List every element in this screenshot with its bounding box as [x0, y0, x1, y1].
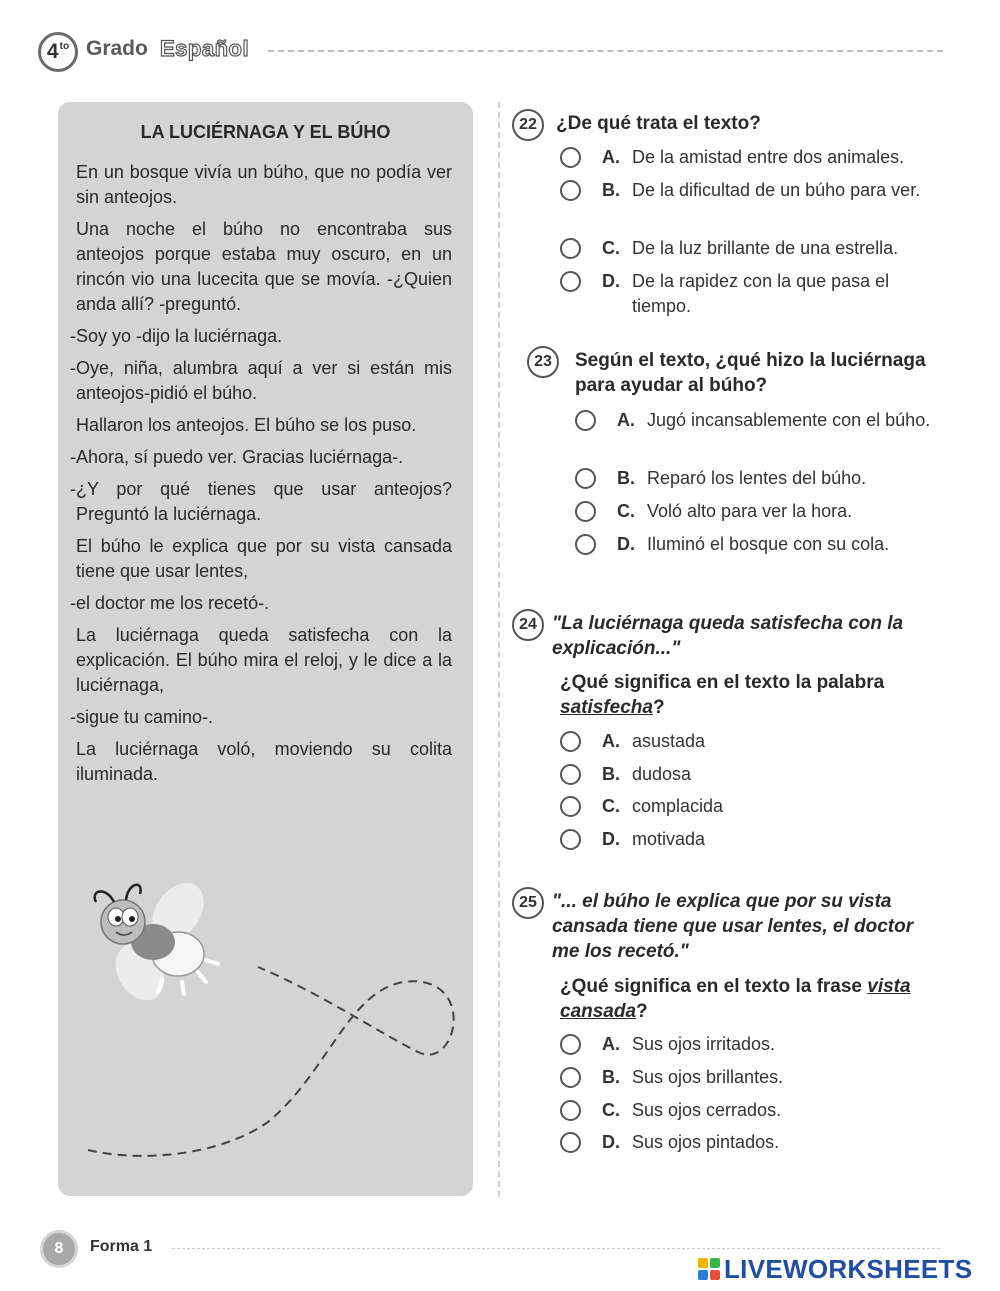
column-divider: [498, 102, 500, 1197]
story-paragraph: El búho le explica que por su vista cansada tiene que usar lentes,: [76, 536, 452, 581]
prompt-keyword: vista cansada: [560, 976, 911, 1022]
question-23: [527, 346, 952, 561]
firefly-illustration: [78, 872, 458, 1172]
page-number: 8: [40, 1230, 78, 1268]
radio-button[interactable]: [560, 829, 581, 850]
story-paragraph: Una noche el búho no encontraba sus anteojos porque estaba muy oscuro, en un rincón vio una lucecita que se movía. -¿Quien anda allí? -preguntó.: [76, 219, 452, 314]
brand-logo[interactable]: [698, 1254, 972, 1284]
option-b[interactable]: [560, 178, 952, 203]
option-text: De la rapidez con la que pasa el tiempo.: [632, 271, 890, 316]
brand-icon: [698, 1258, 720, 1280]
story-paragraph: La luciérnaga queda satisfecha con la explicación. El búho mira el reloj, y le dice a la luciérnaga,: [76, 625, 452, 695]
option-text: Sus ojos brillantes.: [632, 1067, 784, 1087]
option-text: motivada: [632, 829, 706, 849]
option-d[interactable]: [560, 827, 952, 852]
option-text: asustada: [632, 731, 706, 751]
option-letter: D.: [602, 829, 620, 849]
question-prompt: [560, 974, 945, 1024]
option-letter: D.: [617, 534, 635, 554]
option-d[interactable]: [560, 1130, 952, 1155]
header-divider: [268, 50, 943, 52]
option-text: Reparó los lentes del búho.: [647, 468, 867, 488]
footer-divider: [172, 1248, 940, 1249]
option-a[interactable]: [560, 145, 952, 170]
option-text: Voló alto para ver la hora.: [647, 501, 853, 521]
radio-button[interactable]: [560, 1067, 581, 1088]
option-letter: D.: [602, 1132, 620, 1152]
radio-button[interactable]: [575, 410, 596, 431]
story-paragraph: La luciérnaga voló, moviendo su colita iluminada.: [76, 739, 452, 784]
radio-button[interactable]: [560, 796, 581, 817]
radio-button[interactable]: [560, 147, 581, 168]
question-text: Según el texto, ¿qué hizo la luciérnaga para ayudar al búho?: [575, 350, 926, 396]
option-letter: A.: [602, 1034, 620, 1054]
option-text: complacida: [632, 796, 724, 816]
prompt-keyword: satisfecha: [560, 697, 653, 718]
option-letter: D.: [602, 271, 620, 291]
story-paragraph: Hallaron los anteojos. El búho se los puso.: [76, 415, 417, 435]
option-text: De la dificultad de un búho para ver.: [632, 180, 921, 200]
option-letter: B.: [617, 468, 635, 488]
story-paragraph: -¿Y por qué tienes que usar anteojos? Preguntó la luciérnaga.: [70, 479, 452, 524]
option-a[interactable]: [575, 408, 952, 433]
prompt-end: ?: [652, 697, 665, 718]
story-paragraph: -Oye, niña, alumbra aquí a ver si están mis anteojos-pidió el búho.: [70, 358, 452, 403]
option-letter: A.: [602, 147, 620, 167]
option-a[interactable]: [560, 729, 952, 754]
radio-button[interactable]: [575, 468, 596, 489]
radio-button[interactable]: [560, 731, 581, 752]
radio-button[interactable]: [560, 271, 581, 292]
option-letter: C.: [602, 796, 620, 816]
question-22: [512, 109, 952, 319]
story-body: [70, 160, 452, 794]
radio-button[interactable]: [560, 1034, 581, 1055]
subject-label: Español: [160, 36, 250, 61]
story-paragraph: -sigue tu camino-.: [70, 707, 214, 727]
prompt-end: ?: [636, 1001, 648, 1022]
option-text: De la amistad entre dos animales.: [632, 147, 905, 167]
question-quote: "... el búho le explica que por su vista cansada tiene que usar lentes, el doctor me los recetó.": [552, 891, 914, 962]
question-number: 22: [512, 109, 544, 141]
radio-button[interactable]: [575, 534, 596, 555]
option-text: Sus ojos cerrados.: [632, 1100, 782, 1120]
question-prompt: [560, 670, 945, 720]
option-text: De la luz brillante de una estrella.: [632, 238, 899, 258]
option-letter: A.: [617, 410, 635, 430]
option-c[interactable]: [560, 236, 952, 261]
option-b[interactable]: [575, 466, 952, 491]
question-number: 23: [527, 346, 559, 378]
option-b[interactable]: [560, 762, 952, 787]
radio-button[interactable]: [575, 501, 596, 522]
option-letter: B.: [602, 180, 620, 200]
form-label: Forma 1: [90, 1238, 153, 1255]
radio-button[interactable]: [560, 1100, 581, 1121]
story-paragraph: -el doctor me los recetó-.: [70, 593, 270, 613]
option-b[interactable]: [560, 1065, 952, 1090]
option-text: Sus ojos irritados.: [632, 1034, 776, 1054]
grade-suffix: to: [59, 40, 70, 52]
grade-number: 4: [46, 40, 59, 63]
option-letter: B.: [602, 1067, 620, 1087]
story-panel: [58, 102, 473, 1196]
option-letter: C.: [602, 1100, 620, 1120]
option-letter: B.: [602, 764, 620, 784]
prompt-text: ¿Qué significa en el texto la frase: [560, 976, 868, 997]
option-d[interactable]: [560, 269, 952, 316]
option-c[interactable]: [560, 1098, 952, 1123]
option-text: Jugó incansablemente con el búho.: [647, 410, 931, 430]
story-paragraph: -Soy yo -dijo la luciérnaga.: [70, 326, 283, 346]
option-c[interactable]: [560, 794, 952, 819]
story-paragraph: En un bosque vivía un búho, que no podía ver sin anteojos.: [76, 162, 452, 207]
question-number: 25: [512, 887, 544, 919]
story-title: LA LUCIÉRNAGA Y EL BÚHO: [140, 122, 391, 142]
option-d[interactable]: [575, 532, 952, 557]
radio-button[interactable]: [560, 238, 581, 259]
grade-badge: [38, 32, 78, 72]
grade-label: Grado: [86, 37, 148, 60]
option-text: Iluminó el bosque con su cola.: [647, 534, 890, 554]
prompt-text: ¿Qué significa en el texto la palabra: [560, 672, 885, 693]
option-letter: A.: [602, 731, 620, 751]
question-24: [512, 609, 952, 859]
brand-name: LIVEWORKSHEETS: [724, 1253, 973, 1284]
option-text: Sus ojos pintados.: [632, 1132, 780, 1152]
page-header: [38, 30, 943, 74]
option-text: dudosa: [632, 764, 692, 784]
option-c[interactable]: [575, 499, 952, 524]
question-quote: "La luciérnaga queda satisfecha con la explicación...": [552, 613, 904, 659]
radio-button[interactable]: [560, 764, 581, 785]
option-letter: C.: [617, 501, 635, 521]
question-number: 24: [512, 609, 544, 641]
story-paragraph: -Ahora, sí puedo ver. Gracias luciérnaga-.: [70, 447, 404, 467]
option-a[interactable]: [560, 1032, 952, 1057]
radio-button[interactable]: [560, 1132, 581, 1153]
question-text: ¿De qué trata el texto?: [556, 113, 761, 134]
option-letter: C.: [602, 238, 620, 258]
radio-button[interactable]: [560, 180, 581, 201]
question-25: [512, 887, 952, 1162]
